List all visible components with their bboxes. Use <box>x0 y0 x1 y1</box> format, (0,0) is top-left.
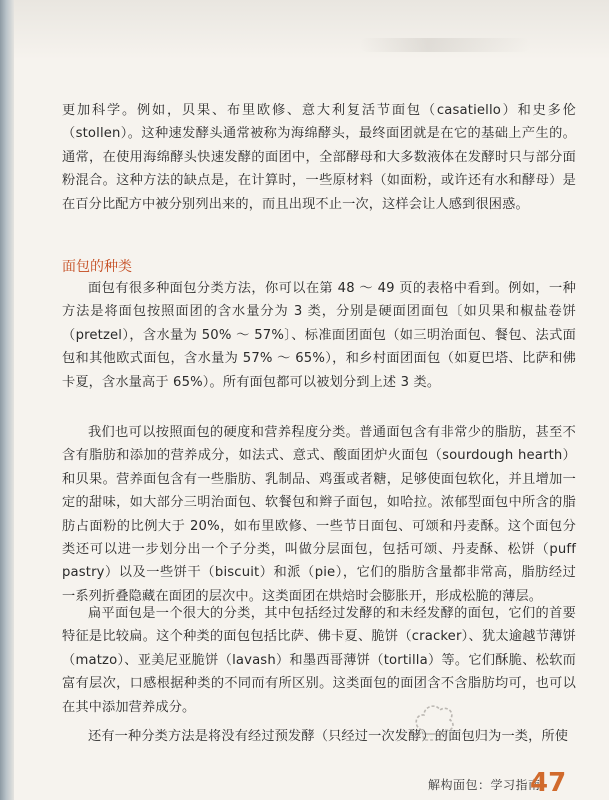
chef-hat-icon <box>412 700 458 746</box>
paragraph-hydration-classification: 面包有很多种面包分类方法，你可以在第 48 ～ 49 页的表格中看到。例如，一种方法是将面包按照面团的含水量分为 3 类，分别是硬面团面包〔如贝果和椒盐卷饼（pretzel），含水量为 50% ～ 57%〕、标准面团面包（如三明治面包、餐包、法式面包和其他欧式面包，含水量为 57% ～ 65%），和乡村面团面包（如夏巴塔、比萨和佛卡夏，含水量高于 65%）。所有面包都可以被划分到上述 3 类。 <box>62 281 576 390</box>
section-heading: 面包的种类 <box>62 259 132 275</box>
faded-header-mark <box>360 38 530 52</box>
footer-section-label: 解构面包：学习指南 <box>428 778 541 792</box>
paragraph-intro-continued: 更加科学。例如，贝果、布里欧修、意大利复活节面包（casatiello）和史多伦（stollen）。这种速发酵头通常被称为海绵酵头，最终面团就是在它的基础上产生的。通常，在使用海绵酵头快速发酵的面团中，全部酵母和大多数液体在发酵时只与部分面粉混合。这种方法的缺点是，在计算时，一些原材料（如面粉，或许还有水和酵母）是在百分比配方中被分别列出来的，而且出现不止一次，这样会让人感到很困惑。 <box>62 103 576 212</box>
page-number: 47 <box>530 768 567 798</box>
paragraph-straight-dough: 还有一种分类方法是将没有经过预发酵（只经过一次发酵）的面包归为一类，所使 <box>88 729 569 744</box>
book-spine-shadow <box>0 0 14 800</box>
paragraph-richness-classification: 我们也可以按照面包的硬度和营养程度分类。普通面包含有非常少的脂肪，甚至不含有脂肪和添加的营养成分，如法式、意式、酸面团炉火面包（sourdough hearth）和贝果。营养面包含有一些脂肪、乳制品、鸡蛋或者糖，足够使面包软化，并且增加一定的甜味，如大部分三明治面包、软餐包和辫子面包，如哈拉。浓郁型面包中所含的脂肪占面粉的比例大于 20%，如布里欧修、一些节日面包、可颂和丹麦酥。这个面包分类还可以进一步划分出一个子分类，叫做分层面包，包括可颂、丹麦酥、松饼（puff pastry）以及一些饼干（biscuit）和派（pie），它们的脂肪含量都非常高，脂肪经过一系列折叠隐藏在面团的层次中。这类面团在烘焙时会膨胀开，形成松脆的薄层。 <box>62 425 576 604</box>
paragraph-flatbread: 扁平面包是一个很大的分类，其中包括经过发酵的和未经发酵的面包，它们的首要特征是比较扁。这个种类的面包包括比萨、佛卡夏、脆饼（cracker）、犹太逾越节薄饼（matzo）、亚美尼亚脆饼（lavash）和墨西哥薄饼（tortilla）等。它们酥脆、松软而富有层次，口感根据种类的不同而有所区别。这类面包的面团含不含脂肪均可，也可以在其中添加营养成分。 <box>62 606 576 715</box>
